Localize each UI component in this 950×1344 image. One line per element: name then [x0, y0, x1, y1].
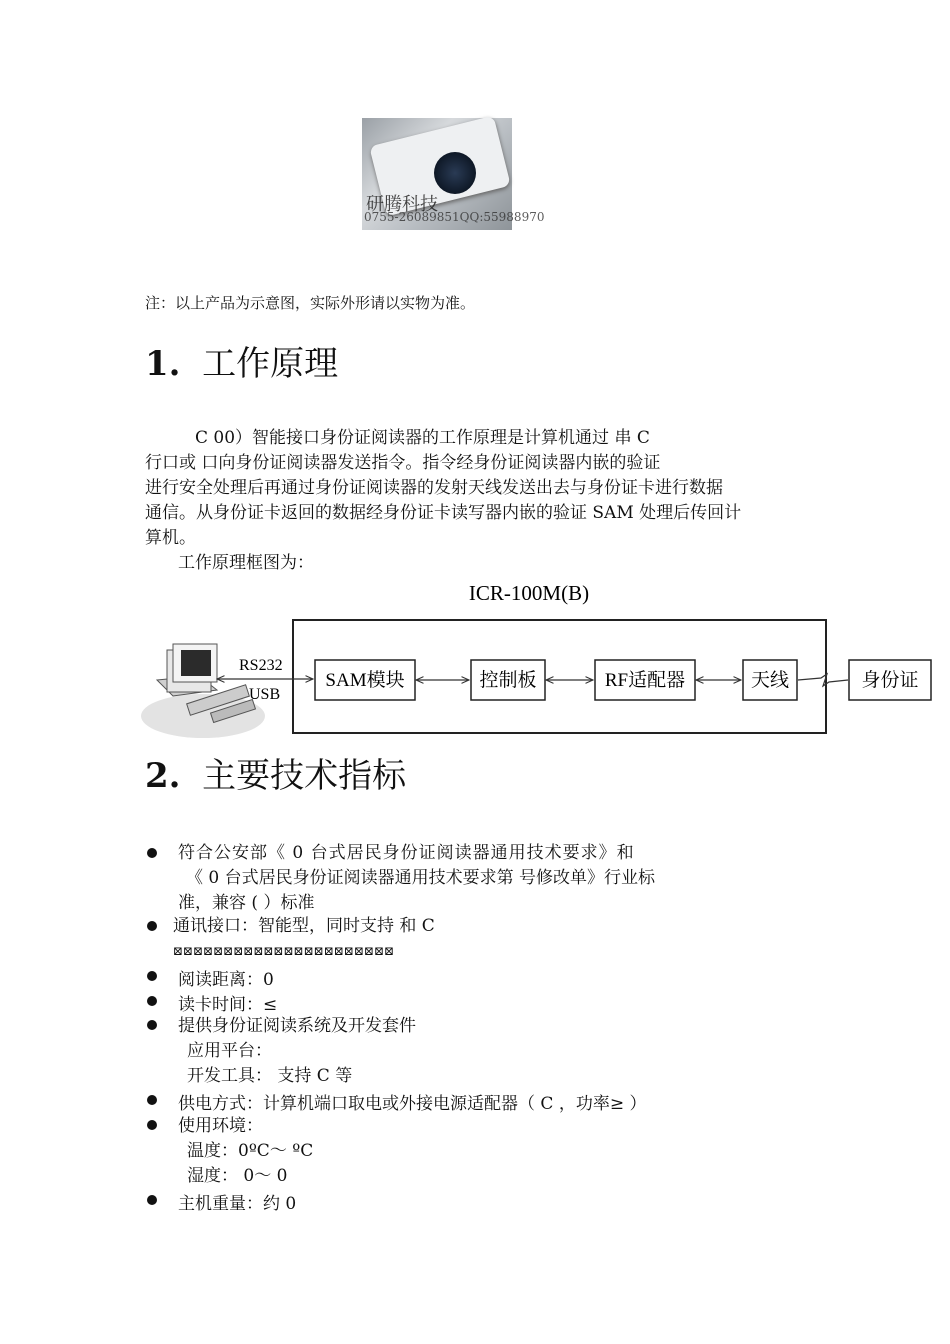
spec-line: 符合公安部《 0 台式居民身份证阅读器通用技术要求》和 — [178, 843, 635, 863]
bullet-icon — [147, 848, 157, 858]
bullet-icon — [147, 1095, 157, 1105]
spec-line-garbled: ⊠⊠⊠⊠⊠⊠⊠⊠⊠⊠⊠⊠⊠⊠⊠⊠⊠⊠⊠⊠⊠⊠ — [173, 944, 395, 958]
box-sam-module — [315, 660, 415, 700]
section2-title: 主要技术指标 — [202, 756, 407, 796]
reader-antenna-circle — [434, 152, 476, 194]
spec-line: 通讯接口：智能型，同时支持 和 C — [173, 916, 435, 936]
box-idcard-label: 身份证 — [861, 670, 919, 691]
spec-item — [145, 1114, 313, 1189]
para-line: C 00）智能接口身份证阅读器的工作原理是计算机通过 串 C — [195, 428, 650, 448]
section1-title: 工作原理 — [202, 344, 339, 384]
spec-item — [145, 1189, 296, 1214]
para-line: 通信。从身份证卡返回的数据经身份证卡读写器内嵌的验证 SAM 处理后传回计 — [145, 503, 742, 523]
spec-item — [145, 1014, 416, 1089]
spec-line: 供电方式：计算机端口取电或外接电源适配器（ C ，功率≥ ） — [178, 1094, 647, 1114]
spec-item — [145, 1089, 646, 1114]
section1-number: 1. — [145, 344, 181, 384]
port-label-rs232: RS232 — [239, 657, 283, 674]
section2-number: 2. — [145, 756, 181, 796]
spec-item — [145, 965, 274, 990]
spec-line: 阅读距离：0 — [178, 970, 274, 990]
section2-heading — [145, 748, 406, 797]
bullet-icon — [147, 1020, 157, 1030]
spec-line: 提供身份证阅读系统及开发套件 — [178, 1016, 416, 1036]
image-note: 注：以上产品为示意图，实际外形请以实物为准。 — [145, 294, 476, 312]
wireless-link-icon — [798, 674, 848, 686]
box-ctrl-label: 控制板 — [479, 670, 537, 691]
box-rf-label: RF适配器 — [604, 670, 686, 691]
section1-paragraph — [145, 426, 741, 551]
bullet-icon — [147, 921, 157, 931]
para-line: 进行安全处理后再通过身份证阅读器的发射天线发送出去与身份证卡进行数据 — [145, 478, 723, 498]
spec-line: 温度：0ºC～ ºC — [187, 1141, 314, 1161]
photo-watermark-company: 研腾科技 — [366, 194, 438, 215]
spec-line: 使用环境： — [178, 1116, 263, 1136]
diagram-title: ICR-100M(B) — [468, 581, 590, 605]
spec-line: 湿度： 0～ 0 — [187, 1166, 288, 1186]
section1-heading — [145, 336, 338, 385]
product-photo — [362, 118, 545, 230]
port-label-usb: USB — [249, 686, 281, 703]
spec-line: 应用平台： — [187, 1041, 272, 1061]
box-control-board — [471, 660, 545, 700]
bullet-icon — [147, 971, 157, 981]
spec-line: 准，兼容 ( ）标准 — [178, 893, 315, 913]
spec-line: 开发工具： 支持 C 等 — [187, 1066, 353, 1086]
box-sam-label: SAM模块 — [325, 670, 405, 691]
bullet-icon — [147, 1195, 157, 1205]
box-antenna — [743, 660, 797, 700]
bullet-icon — [147, 1120, 157, 1130]
para-line: 行口或 口向身份证阅读器发送指令。指令经身份证阅读器内嵌的验证 — [145, 453, 661, 473]
box-antenna-label: 天线 — [750, 670, 790, 691]
diagram-intro: 工作原理框图为： — [178, 553, 314, 573]
spec-item — [145, 990, 277, 1015]
box-rf-adapter — [595, 660, 695, 700]
para-line: 算机。 — [145, 528, 196, 548]
block-diagram — [143, 578, 943, 748]
photo-watermark-contact: 0755-26089851QQ:55988970 — [364, 210, 545, 224]
spec-line: 主机重量：约 0 — [178, 1194, 297, 1214]
box-id-card — [849, 660, 931, 700]
spec-item — [145, 914, 435, 964]
spec-item — [145, 841, 655, 916]
spec-line: 《 0 台式居民身份证阅读器通用技术要求第 号修改单》行业标 — [186, 868, 656, 888]
bullet-icon — [147, 996, 157, 1006]
spec-line: 读卡时间：≤ — [178, 995, 278, 1015]
